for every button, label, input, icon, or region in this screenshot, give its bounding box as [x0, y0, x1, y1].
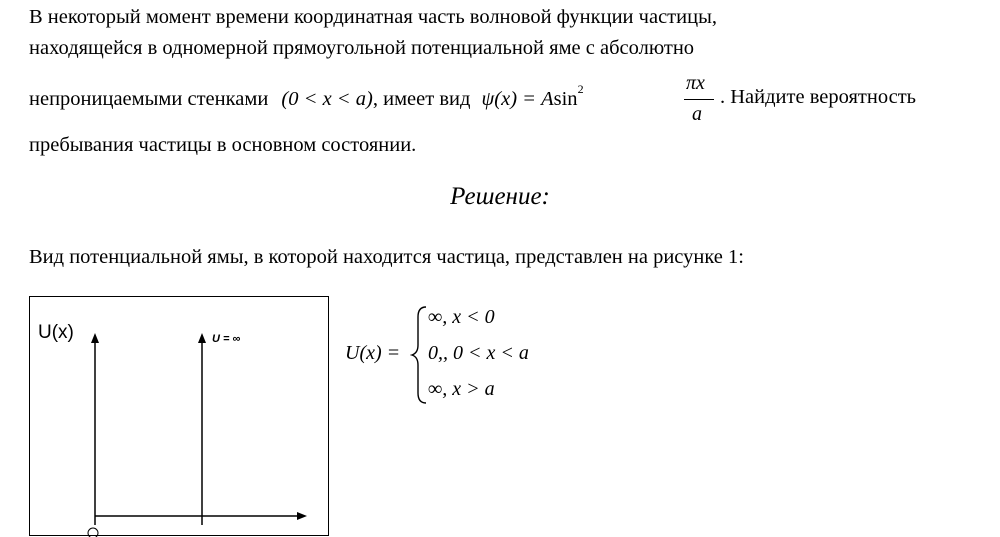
formula-case-1: ∞, x < 0 [428, 306, 495, 328]
formula-brace [410, 305, 430, 405]
sin-power: 2 [577, 82, 584, 96]
problem-line-3-end: . Найдите вероятность [720, 86, 917, 108]
y-axis-label: U(x) [38, 322, 74, 343]
psi-lhs: ψ(x) = A [481, 87, 554, 110]
fraction-bar [684, 99, 714, 100]
y-axis-arrow [91, 333, 99, 343]
solution-heading: Решение: [450, 183, 550, 210]
potential-well-figure [29, 296, 329, 536]
problem-line-4: пребывания частицы в основном состоянии. [29, 134, 417, 156]
line3-start-text: непроницаемыми стенками [29, 87, 269, 110]
solution-intro: Вид потенциальной ямы, в которой находится частица, представлен на рисунке 1: [29, 246, 744, 268]
formula-lhs: U(x) = [345, 342, 401, 364]
origin-mark [88, 528, 98, 537]
domain-condition: (0 < x < a) [281, 87, 373, 110]
problem-line-3 [29, 82, 584, 111]
problem-line-1: В некоторый момент времени координатная часть волновой функции частицы, [29, 6, 717, 28]
potential-well-diagram [30, 297, 330, 537]
formula-case-2: 0,, 0 < x < a [428, 342, 529, 364]
formula-case-3: ∞, x > a [428, 378, 495, 400]
problem-line-2: находящейся в одномерной прямоугольной потенциальной яме с абсолютно [29, 37, 695, 59]
fraction-numerator: πx [686, 72, 705, 94]
line3-mid-text: , имеет вид [372, 87, 471, 110]
right-wall-arrow [198, 333, 206, 343]
fraction-denominator: a [692, 103, 702, 125]
wall-label: U = ∞ [212, 333, 241, 345]
sin-text: sin [553, 87, 578, 110]
x-axis-arrow [297, 512, 307, 520]
